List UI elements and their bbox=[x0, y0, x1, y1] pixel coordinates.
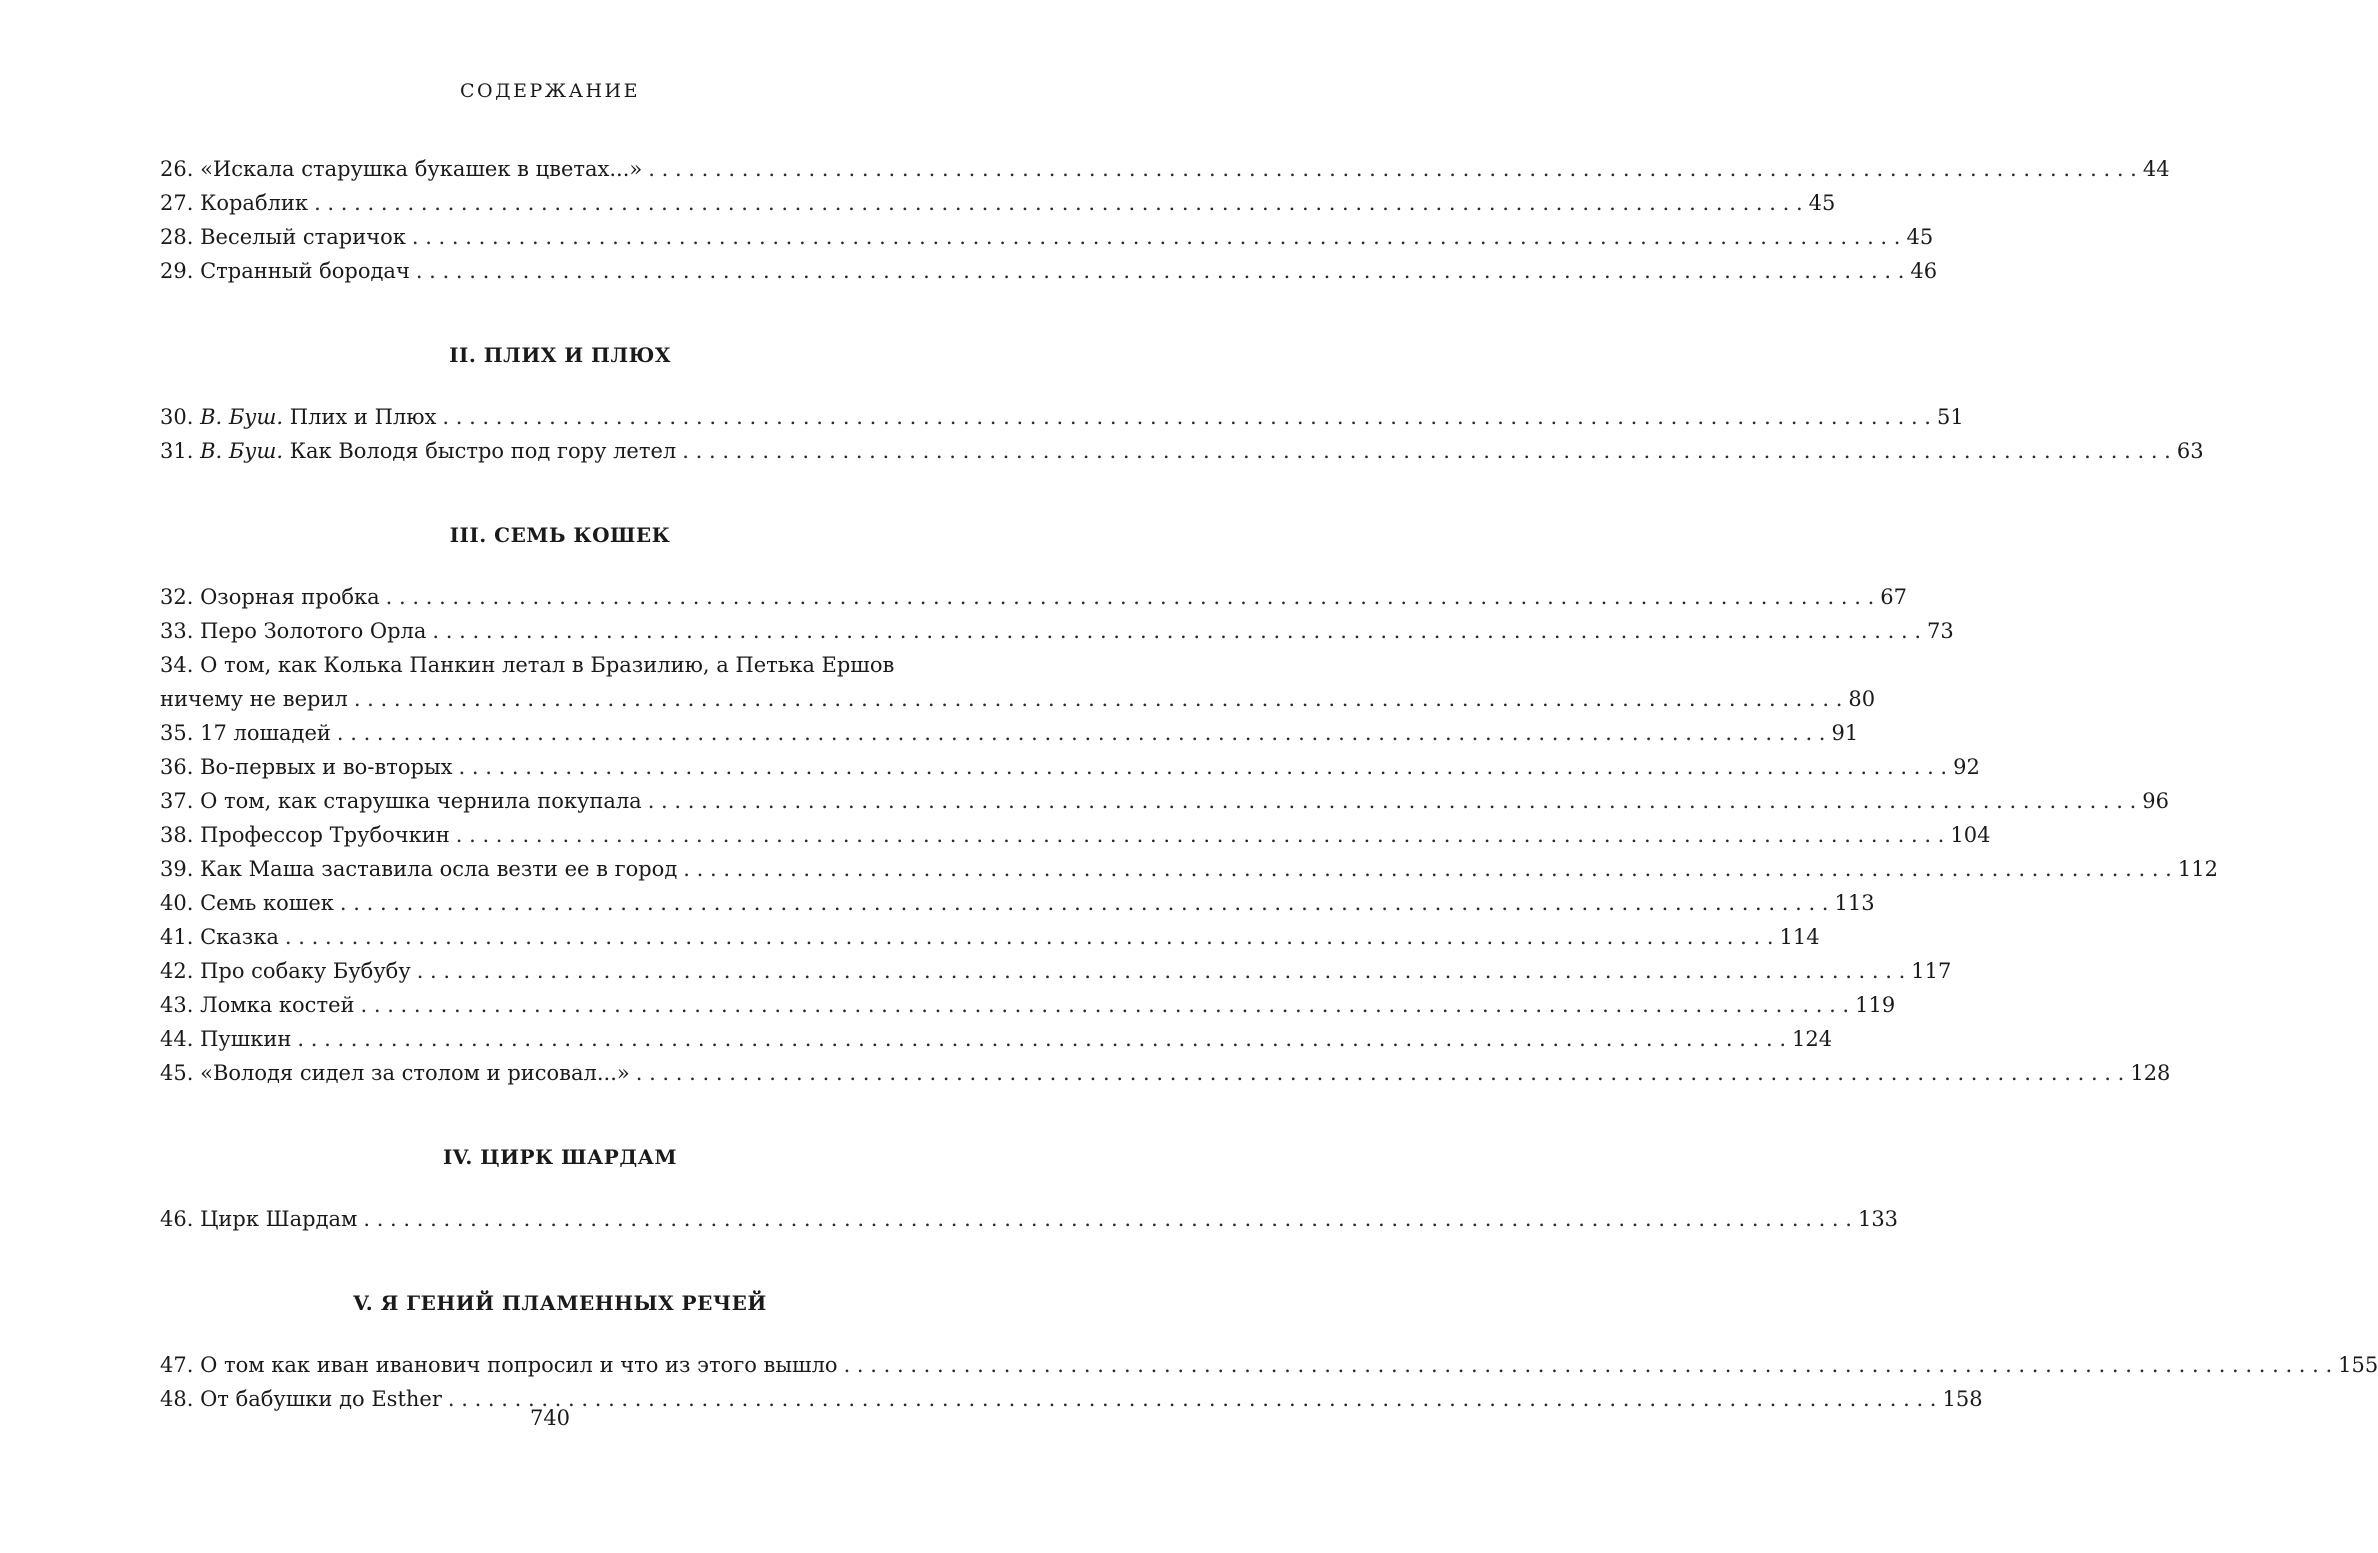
entry-author: В. Буш. bbox=[200, 439, 284, 463]
entry-number: 26. bbox=[160, 157, 194, 181]
entry-number: 34. bbox=[160, 653, 194, 677]
entry-title: Как Володя быстро под гору летел bbox=[289, 439, 677, 463]
dot-leader bbox=[279, 920, 1780, 954]
dot-leader bbox=[380, 580, 1881, 614]
entry-title: Ломка костей bbox=[200, 993, 355, 1017]
entry-title: Озорная пробка bbox=[200, 585, 380, 609]
toc-entry[interactable] bbox=[160, 434, 2204, 468]
running-head: СОДЕРЖАНИЕ bbox=[460, 80, 640, 102]
entry-title: Сказка bbox=[200, 925, 279, 949]
entry-page: 158 bbox=[1942, 1387, 1983, 1411]
entry-number: 35. bbox=[160, 721, 194, 745]
entry-title: Во-первых и во-вторых bbox=[200, 755, 453, 779]
entry-page: 117 bbox=[1911, 959, 1952, 983]
entry-page: 45 bbox=[1906, 225, 1934, 249]
dot-leader bbox=[676, 434, 2177, 468]
entry-title: Цирк Шардам bbox=[200, 1207, 358, 1231]
toc-entry[interactable] bbox=[160, 1202, 1899, 1236]
entry-title-continuation bbox=[160, 682, 1876, 716]
dot-leader bbox=[357, 1202, 1858, 1236]
dot-leader bbox=[642, 784, 2143, 818]
section-heading: II. ПЛИХ И ПЛЮХ bbox=[449, 343, 671, 367]
entry-title: «Искала старушка букашек в цветах...» bbox=[200, 157, 643, 181]
entry-number: 39. bbox=[160, 857, 194, 881]
entry-number: 43. bbox=[160, 993, 194, 1017]
entry-page: 155 bbox=[2338, 1353, 2378, 1377]
entry-title: Плих и Плюх bbox=[289, 405, 437, 429]
entry-number: 40. bbox=[160, 891, 194, 915]
entry-number: 44. bbox=[160, 1027, 194, 1051]
entry-title: Кораблик bbox=[200, 191, 309, 215]
entry-title: Веселый старичок bbox=[200, 225, 406, 249]
entry-page: 113 bbox=[1834, 891, 1875, 915]
toc-entry[interactable] bbox=[160, 1022, 1833, 1056]
entry-page: 124 bbox=[1792, 1027, 1833, 1051]
entry-title: От бабушки до Esther bbox=[200, 1387, 442, 1411]
toc-section-4 bbox=[160, 1202, 1899, 1236]
toc-entry[interactable] bbox=[160, 954, 1952, 988]
toc-entry[interactable] bbox=[160, 784, 2170, 818]
toc-entry[interactable] bbox=[160, 818, 1991, 852]
entry-title: О том, как Колька Панкин летал в Бразилию, а Петька Ершов bbox=[200, 653, 895, 677]
entry-page: 112 bbox=[2177, 857, 2218, 881]
toc-section-2 bbox=[160, 400, 2204, 468]
entry-number: 28. bbox=[160, 225, 194, 249]
section-heading: V. Я ГЕНИЙ ПЛАМЕННЫХ РЕЧЕЙ bbox=[353, 1291, 767, 1315]
entry-title: 17 лошадей bbox=[200, 721, 331, 745]
entry-title: Странный бородач bbox=[200, 259, 410, 283]
entry-number: 27. bbox=[160, 191, 194, 215]
toc-entry[interactable] bbox=[160, 1348, 2378, 1382]
toc-entry[interactable] bbox=[160, 186, 1836, 220]
entry-page: 80 bbox=[1848, 687, 1876, 711]
entry-page: 73 bbox=[1927, 619, 1954, 643]
entry-title-line2: ничему не верил bbox=[160, 687, 348, 711]
toc-entry[interactable] bbox=[160, 152, 2170, 186]
dot-leader bbox=[348, 682, 1849, 716]
entry-page: 104 bbox=[1950, 823, 1991, 847]
entry-number: 31. bbox=[160, 439, 194, 463]
toc-entry[interactable] bbox=[160, 614, 1954, 648]
toc-entry[interactable] bbox=[160, 400, 1964, 434]
dot-leader bbox=[411, 954, 1912, 988]
toc-section-3 bbox=[160, 580, 2218, 1090]
entry-author: В. Буш. bbox=[200, 405, 284, 429]
dot-leader bbox=[308, 186, 1809, 220]
toc-entry[interactable] bbox=[160, 716, 1859, 750]
section-heading: IV. ЦИРК ШАРДАМ bbox=[442, 1145, 678, 1169]
entry-number: 29. bbox=[160, 259, 194, 283]
entry-number: 38. bbox=[160, 823, 194, 847]
table-of-contents bbox=[160, 152, 2378, 1416]
entry-page: 51 bbox=[1936, 405, 1964, 429]
entry-title-line bbox=[160, 648, 960, 682]
page-number: 740 bbox=[529, 1406, 571, 1430]
entry-number: 36. bbox=[160, 755, 194, 779]
entry-page: 91 bbox=[1831, 721, 1859, 745]
entry-page: 96 bbox=[2142, 789, 2170, 813]
entry-page: 63 bbox=[2176, 439, 2204, 463]
entry-title: О том, как старушка чернила покупала bbox=[200, 789, 642, 813]
entry-title: О том как иван иванович попросил и что из этого вышло bbox=[200, 1353, 838, 1377]
section-heading: III. СЕМЬ КОШЕК bbox=[449, 523, 671, 547]
entry-page: 44 bbox=[2142, 157, 2170, 181]
dot-leader bbox=[406, 220, 1907, 254]
entry-number: 42. bbox=[160, 959, 194, 983]
dot-leader bbox=[450, 818, 1951, 852]
entry-page: 67 bbox=[1880, 585, 1907, 609]
entry-number: 37. bbox=[160, 789, 194, 813]
entry-number: 33. bbox=[160, 619, 194, 643]
entry-page: 133 bbox=[1857, 1207, 1899, 1231]
dot-leader bbox=[291, 1022, 1792, 1056]
entry-number: 41. bbox=[160, 925, 194, 949]
dot-leader bbox=[331, 716, 1832, 750]
entry-number: 45. bbox=[160, 1061, 194, 1085]
entry-page: 119 bbox=[1855, 993, 1896, 1017]
entry-title: Профессор Трубочкин bbox=[200, 823, 450, 847]
entry-number: 48. bbox=[160, 1387, 194, 1411]
entry-number: 32. bbox=[160, 585, 194, 609]
entry-title: Перо Золотого Орла bbox=[200, 619, 427, 643]
toc-entry[interactable] bbox=[160, 254, 1938, 288]
entry-page: 46 bbox=[1910, 259, 1938, 283]
dot-leader bbox=[426, 614, 1927, 648]
entry-title: Семь кошек bbox=[200, 891, 334, 915]
entry-number: 46. bbox=[160, 1207, 194, 1231]
entry-page: 92 bbox=[1953, 755, 1980, 779]
entry-page: 45 bbox=[1808, 191, 1836, 215]
toc-entry[interactable] bbox=[160, 988, 1896, 1022]
entry-number: 47. bbox=[160, 1353, 194, 1377]
entry-title: Пушкин bbox=[200, 1027, 292, 1051]
entry-page: 128 bbox=[2130, 1061, 2171, 1085]
toc-entry[interactable] bbox=[160, 648, 1876, 716]
toc-group-continued bbox=[160, 152, 2170, 288]
toc-entry[interactable] bbox=[160, 580, 1907, 614]
dot-leader bbox=[436, 400, 1937, 434]
entry-title: Как Маша заставила осла везти ее в город bbox=[200, 857, 678, 881]
toc-entry[interactable] bbox=[160, 920, 1820, 954]
dot-leader bbox=[642, 152, 2143, 186]
entry-title: Про собаку Бубубу bbox=[200, 959, 411, 983]
toc-entry[interactable] bbox=[160, 852, 2218, 886]
dot-leader bbox=[334, 886, 1835, 920]
dot-leader bbox=[630, 1056, 2131, 1090]
toc-entry[interactable] bbox=[160, 1056, 2171, 1090]
entry-page: 114 bbox=[1779, 925, 1820, 949]
dot-leader bbox=[838, 1348, 2339, 1382]
entry-number: 30. bbox=[160, 405, 194, 429]
dot-leader bbox=[453, 750, 1954, 784]
toc-entry[interactable] bbox=[160, 886, 1875, 920]
toc-entry[interactable] bbox=[160, 220, 1934, 254]
dot-leader bbox=[410, 254, 1911, 288]
toc-entry[interactable] bbox=[160, 750, 1980, 784]
dot-leader bbox=[355, 988, 1856, 1022]
entry-title: «Володя сидел за столом и рисовал...» bbox=[200, 1061, 630, 1085]
dot-leader bbox=[677, 852, 2178, 886]
